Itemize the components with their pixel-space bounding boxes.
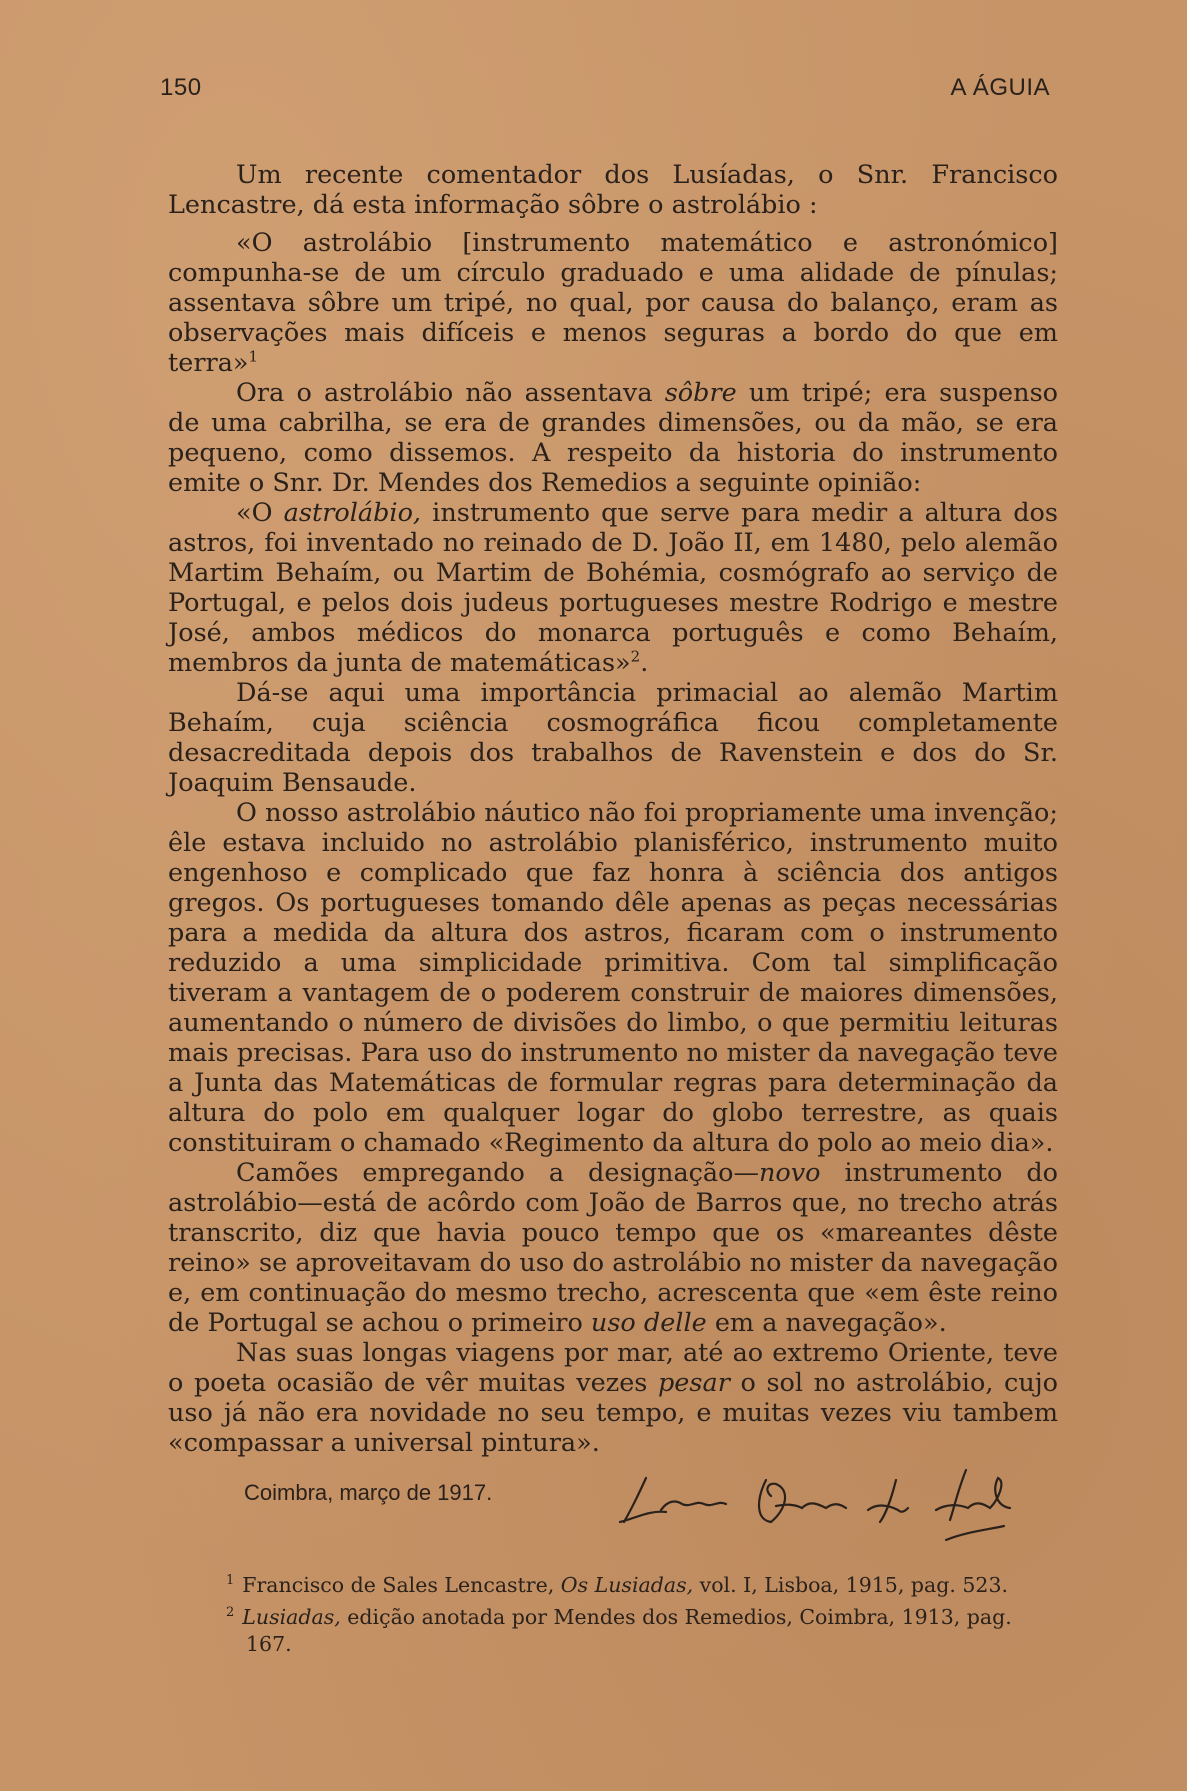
paragraph-5: Dá-se aqui uma importância primacial ao alemão Martim Behaím, cuja sciência cosmográfica ficou completamente desacreditada depois dos trabalhos de Ravenstein e dos do Sr. Joaquim Bensaude. [168,678,1058,798]
journal-title: A ÁGUIA [950,74,1050,101]
quote-lencastre-text: «O astrolábio [instrumento matemático e astronómico] compunha-se de um círculo graduado e uma alidade de pínulas; assentava sôbre um tripé, no qual, por causa do balanço, eram as observações mais difíceis e menos seguras a bordo do que em terra» [168,228,1058,378]
footnote-marker: 2 [226,1604,235,1620]
footnote-ref-2: 2 [630,647,641,666]
footnote-text: Francisco de Sales Lencastre, [242,1572,561,1597]
quote-mendes-emphasis: astrolábio, [283,498,422,528]
paragraph-3-text-b: um tripé; era suspenso de uma cabrilha, se era de grandes dimensões, ou da mão, se era pequeno, como dissemos. A respeito da historia do instrumento emite o Snr. Dr. Mendes dos Remedios a seguinte opinião: [168,378,1059,498]
paragraph-3 [168,378,1058,498]
paragraph-7-text-c: em a navegação». [706,1308,947,1338]
footnote-title: Lusiadas, [242,1604,341,1629]
paragraph-7-emphasis: novo [759,1158,821,1188]
footnote-marker: 1 [226,1573,235,1588]
footnote-text-end: vol. I, Lisboa, 1915, pag. 523. [693,1572,1009,1597]
paragraph-6: O nosso astrolábio náutico não foi propriamente uma invenção; êle estava incluido no astrolábio planisférico, instrumento muito engenhoso e complicado que faz honra à sciência dos antigos gregos. Os portugueses tomando dêle apenas as peças necessárias para a medida da altura dos astros, ficaram com o instrumento reduzido a uma simplicidade primitiva. Com tal simplificação tiveram a vantagem de o poderem construir de maiores dimensões, aumentando o número de divisões do limbo, o que permitiu leituras mais precisas. Para uso do instrumento no mister da navegação teve a Junta das Matemáticas de formular regras para determinação da altura do polo em qualquer logar do globo terrestre, as quais constituiram o chamado «Regimento da altura do polo ao meio dia». [168,798,1058,1158]
quote-mendes [168,498,1058,678]
footnotes [168,1567,1058,1658]
paragraph-7-emphasis-2: uso delle [590,1308,707,1338]
page-number: 150 [160,74,202,101]
place-date: Coimbra, março de 1917. [244,1480,493,1505]
footnote-text-end: edição anotada por Mendes dos Remedios, Coimbra, 1913, pag. 167. [246,1604,1012,1656]
paragraph-3-emphasis: sôbre [664,378,737,408]
paragraph-3-text-a: Ora o astrolábio não assentava [236,378,665,408]
quote-lencastre [168,228,1058,378]
paragraph-8 [168,1338,1058,1458]
footnote-1 [168,1567,1058,1599]
paragraph-8-text-b: o sol no astrolábio, cujo uso já não era novidade no seu tempo, e muitas vezes viu tambem «compassar a universal pintura». [168,1368,1058,1458]
paragraph-7-text-b: instrumento do astrolábio—está de acôrdo com João de Barros que, no trecho atrás transcrito, diz que havia pouco tempo que os «mareantes dêste reino» se aproveitavam do uso do astrolábio no mister da navegação e, em continuação do mesmo trecho, acrescenta que «em êste reino de Portugal se achou o primeiro [168,1158,1058,1338]
paragraph-8-text-a: Nas suas longas viagens por mar, até ao extremo Oriente, teve o poeta ocasião de vêr muitas vezes [168,1338,1058,1398]
paragraph-8-emphasis: pesar [657,1368,730,1398]
quote-mendes-end: . [640,648,649,678]
paragraph-1: Um recente comentador dos Lusíadas, o Snr. Francisco Lencastre, dá esta informação sôbre o astrolábio : [168,160,1058,220]
quote-mendes-text: instrumento que serve para medir a altura dos astros, foi inventado no reinado de D. João II, em 1480, pelo alemão Martim Behaím, ou Martim de Bohémia, cosmógrafo ao serviço de Portugal, e pelos dois judeus portugueses mestre Rodrigo e mestre José, ambos médicos do monarca português e como Behaím, membros da junta de matemáticas» [168,498,1058,678]
closing [168,1460,1058,1550]
main-text [168,160,1058,1458]
footnote-title: Os Lusiadas, [560,1572,694,1597]
footnote-ref-1: 1 [248,347,259,366]
handwritten-signature [606,1460,1036,1550]
paragraph-7-text-a: Camões empregando a designação— [236,1158,759,1188]
paragraph-7 [168,1158,1058,1338]
footnote-2 [168,1599,1058,1658]
quote-mendes-open: «O [236,498,284,528]
running-head [160,74,1050,110]
